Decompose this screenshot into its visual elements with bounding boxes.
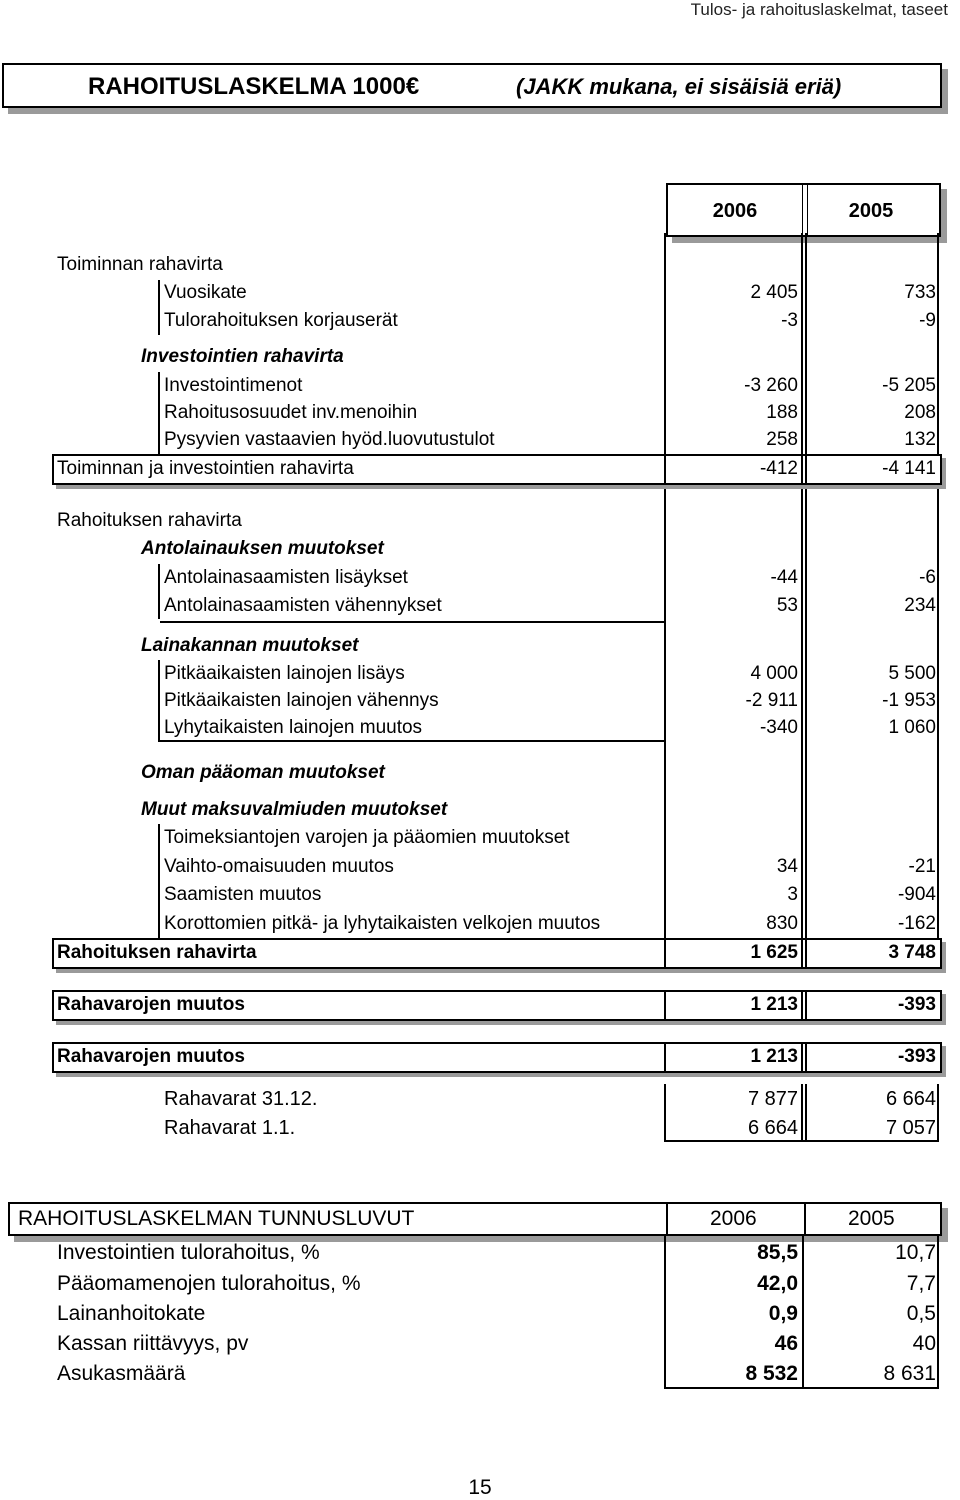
bracket-bottom-line: [160, 740, 665, 742]
kpi-value-2005: 8 631: [883, 1362, 936, 1385]
value-2006: 7 877: [747, 1088, 798, 1110]
value-2006: 1 213: [750, 994, 798, 1015]
row-label: Pitkäaikaisten lainojen lisäys: [164, 663, 405, 684]
col-left-line-c: [664, 1084, 666, 1142]
value-2005: -6: [919, 567, 936, 588]
value-2006: 258: [766, 429, 798, 450]
value-2005: 7 057: [885, 1117, 936, 1139]
value-2005: 3 748: [888, 942, 936, 963]
kpi-value-2006: 46: [774, 1332, 798, 1355]
page-number: 15: [468, 1476, 492, 1499]
col-line: [805, 1042, 807, 1072]
value-2005: -5 205: [882, 375, 936, 396]
value-2005: -9: [919, 310, 936, 331]
col-line: [664, 990, 666, 1020]
value-2006: 3: [787, 884, 798, 905]
kpi-label: Investointien tulorahoitus, %: [57, 1241, 320, 1264]
kpi-value-2006: 0,9: [768, 1302, 798, 1325]
value-2006: 830: [766, 913, 798, 934]
row-label: Rahavarat 1.1.: [164, 1117, 296, 1139]
total-label: Rahavarojen muutos: [57, 994, 245, 1015]
kpi-col-line: [802, 1236, 804, 1388]
title-box: [2, 63, 942, 108]
value-2005: -904: [897, 884, 936, 905]
kpi-col-line: [937, 1236, 939, 1388]
value-2005: 6 664: [885, 1088, 936, 1110]
kpi-year-2006: 2006: [710, 1207, 757, 1230]
year-header: [666, 183, 941, 237]
bracket-line: [158, 564, 160, 619]
kpi-col-line: [664, 1236, 666, 1388]
kpi-label: Asukasmäärä: [57, 1362, 186, 1385]
value-2006: 1 213: [750, 1046, 798, 1067]
col-right-line-a: [937, 233, 939, 738]
row-label: Toiminnan rahavirta: [57, 254, 223, 275]
value-2006: -44: [770, 567, 798, 588]
year-2006: 2006: [712, 200, 758, 222]
col-line: [801, 1042, 803, 1072]
row-label: Saamisten muutos: [164, 884, 322, 905]
kpi-header: [8, 1202, 942, 1236]
row-label: Rahoitusosuudet inv.menoihin: [164, 402, 418, 423]
col-line: [664, 938, 666, 968]
col-mid-line-a: [801, 233, 803, 738]
value-2006: 4 000: [750, 663, 798, 684]
col-line: [805, 454, 807, 484]
kpi-label: Lainanhoitokate: [57, 1302, 206, 1325]
col-mid-line-c: [801, 1084, 803, 1142]
value-2005: 733: [904, 282, 936, 303]
col-line: [805, 938, 807, 968]
running-header: Tulos- ja rahoituslaskelmat, taseet: [690, 0, 948, 19]
col-line: [664, 1042, 666, 1072]
value-2006: -2 911: [745, 690, 798, 711]
value-2005: -1 953: [882, 690, 936, 711]
kpi-label: Kassan riittävyys, pv: [57, 1332, 249, 1355]
value-2005: -162: [897, 913, 936, 934]
row-label: Vuosikate: [164, 282, 247, 303]
bracket-line: [158, 660, 160, 742]
section-heading: Muut maksuvalmiuden muutokset: [141, 799, 448, 820]
value-2005: 208: [904, 402, 936, 423]
value-2006: -3: [781, 310, 798, 331]
bracket-line: [158, 280, 160, 335]
value-2006: 188: [766, 402, 798, 423]
value-2005: 1 060: [888, 717, 936, 738]
row-label: Pitkäaikaisten lainojen vähennys: [164, 690, 439, 711]
bracket-bottom-line: [160, 621, 665, 623]
col-left-line-b: [664, 738, 666, 968]
col-line: [801, 938, 803, 968]
value-2005: -4 141: [882, 458, 936, 479]
total-label: Rahoituksen rahavirta: [57, 942, 257, 963]
value-2006: 1 625: [750, 942, 798, 963]
row-label: Vaihto-omaisuuden muutos: [164, 856, 394, 877]
row-label: Tulorahoituksen korjauserät: [164, 310, 398, 331]
year-2005: 2005: [848, 200, 894, 222]
kpi-label: Pääomamenojen tulorahoitus, %: [57, 1272, 361, 1295]
bracket-line: [158, 372, 160, 454]
row-label: Rahoituksen rahavirta: [57, 510, 242, 531]
kpi-value-2006: 42,0: [757, 1272, 798, 1295]
page-title: RAHOITUSLASKELMA 1000€: [88, 73, 420, 100]
value-2006: 53: [776, 595, 798, 616]
kpi-divider: [804, 1204, 806, 1234]
kpi-divider: [666, 1204, 668, 1234]
kpi-value-2005: 7,7: [906, 1272, 936, 1295]
value-2005: 132: [904, 429, 936, 450]
col-mid-line-c2: [805, 1084, 807, 1142]
row-label: Lyhytaikaisten lainojen muutos: [164, 717, 423, 738]
col-mid-line-b2: [805, 738, 807, 968]
kpi-value-2005: 40: [912, 1332, 936, 1355]
kpi-value-2005: 0,5: [906, 1302, 936, 1325]
row-label: Antolainasaamisten lisäykset: [164, 567, 408, 588]
col-line: [801, 990, 803, 1020]
kpi-title: RAHOITUSLASKELMAN TUNNUSLUVUT: [18, 1207, 415, 1230]
value-2005: 234: [904, 595, 936, 616]
value-2006: 34: [776, 856, 798, 877]
col-mid-line-a2: [805, 233, 807, 738]
col-mid-line-b: [801, 738, 803, 968]
subtotal-label: Toiminnan ja investointien rahavirta: [57, 458, 354, 479]
col-right-line-c: [937, 1084, 939, 1142]
section-heading: Oman pääoman muutokset: [141, 762, 385, 783]
row-label: Investointimenot: [164, 375, 303, 396]
value-2006: 6 664: [747, 1117, 798, 1139]
col-left-line-a: [664, 233, 666, 738]
section-heading: Investointien rahavirta: [141, 346, 344, 367]
section-heading: Antolainauksen muutokset: [141, 538, 384, 559]
kpi-value-2006: 85,5: [757, 1241, 798, 1264]
row-label: Toimeksiantojen varojen ja pääomien muutokset: [164, 827, 570, 848]
col-line: [801, 454, 803, 484]
section-heading: Lainakannan muutokset: [141, 635, 359, 656]
value-2005: 5 500: [888, 663, 936, 684]
total-label: Rahavarojen muutos: [57, 1046, 245, 1067]
page-subtitle: (JAKK mukana, ei sisäisiä eriä): [516, 74, 842, 99]
value-2005: -393: [897, 994, 936, 1015]
value-2006: 2 405: [750, 282, 798, 303]
row-label: Rahavarat 31.12.: [164, 1088, 318, 1110]
bracket-line: [158, 824, 160, 939]
value-2006: -340: [759, 717, 798, 738]
row-label: Korottomien pitkä- ja lyhytaikaisten velkojen muutos: [164, 913, 601, 934]
value-2005: -21: [908, 856, 936, 877]
value-2006: -412: [759, 458, 798, 479]
row-label: Antolainasaamisten vähennykset: [164, 595, 442, 616]
value-2006: -3 260: [744, 375, 798, 396]
kpi-bottom-line: [664, 1387, 939, 1389]
row-label: Pysyvien vastaavien hyöd.luovutustulot: [164, 429, 495, 450]
bottom-rule: [664, 1140, 939, 1142]
col-line: [805, 990, 807, 1020]
kpi-value-2006: 8 532: [745, 1362, 798, 1385]
col-line: [664, 454, 666, 484]
kpi-year-2005: 2005: [848, 1207, 895, 1230]
value-2005: -393: [897, 1046, 936, 1067]
col-right-line-b: [937, 738, 939, 968]
kpi-value-2005: 10,7: [895, 1241, 936, 1264]
